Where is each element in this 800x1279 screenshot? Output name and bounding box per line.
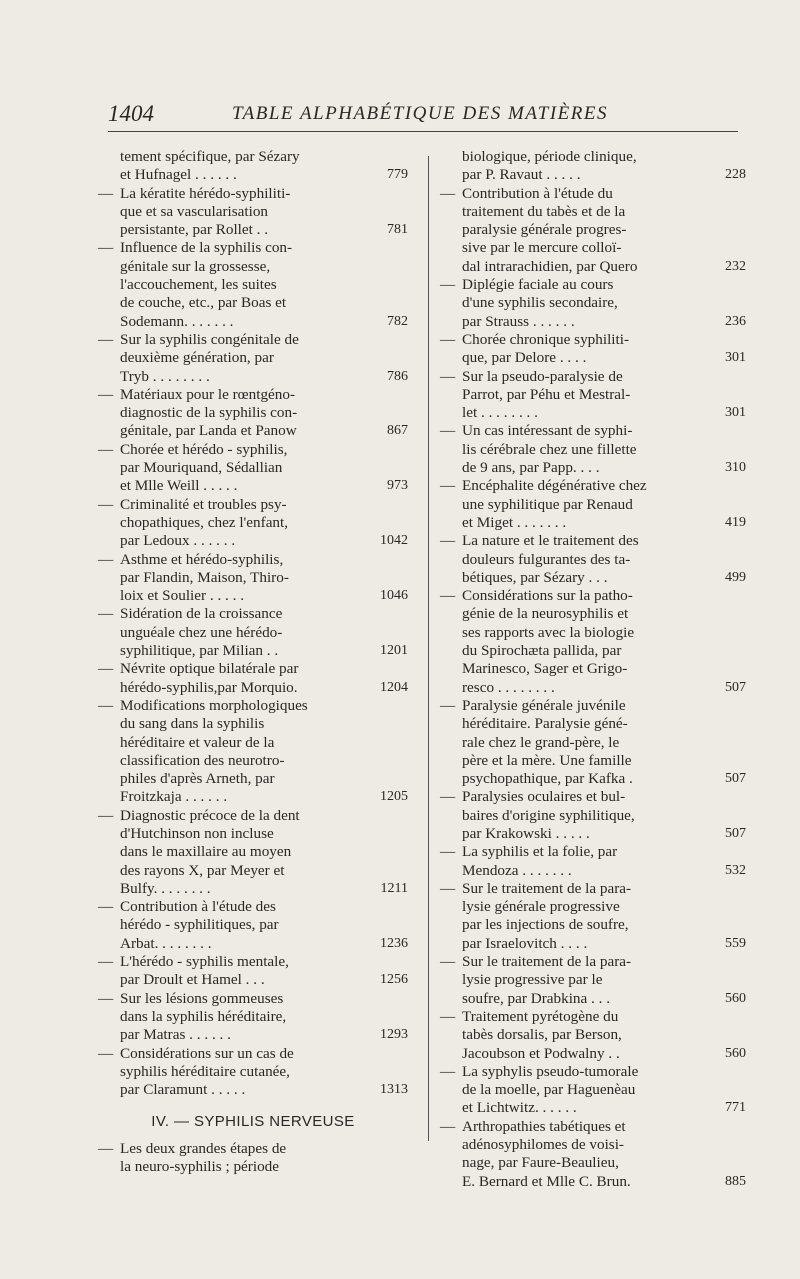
entry-line: baires d'origine syphilitique, xyxy=(462,806,635,824)
entry-line: génitale sur la grossesse, xyxy=(120,257,271,275)
entry-page-number: 782 xyxy=(387,313,408,329)
entry-line: Sidération de la croissance xyxy=(120,605,283,623)
entry-dash: — xyxy=(98,898,114,916)
page-number: 1404 xyxy=(108,101,154,126)
entry-line: Mendoza . . . . . . . xyxy=(462,861,572,879)
entry-line: du sang dans la syphilis xyxy=(120,715,265,733)
index-entry xyxy=(98,386,408,441)
entry-line: Encéphalite dégénérative chez xyxy=(462,477,647,495)
entry-line: que, par Delore . . . . xyxy=(462,349,587,367)
entry-page-number: 1205 xyxy=(380,789,408,805)
entry-line: Marinesco, Sager et Grigo- xyxy=(462,660,628,678)
entry-line: de 9 ans, par Papp. . . . xyxy=(462,459,600,477)
entry-line: La syphylis pseudo-tumorale xyxy=(462,1062,639,1080)
index-entry xyxy=(440,422,746,477)
entry-line: par Ledoux . . . . . . xyxy=(120,532,236,550)
entry-page-number: 419 xyxy=(725,514,746,530)
entry-page-number: 1293 xyxy=(380,1027,408,1043)
index-entry xyxy=(440,276,746,331)
index-entry xyxy=(440,587,746,697)
entry-line: unguéale chez une hérédo- xyxy=(120,623,283,641)
entry-line: par Mouriquand, Sédallian xyxy=(120,459,283,477)
entry-line: biologique, période clinique, xyxy=(462,148,637,165)
entry-line: Sur le traitement de la para- xyxy=(462,879,632,897)
entry-dash: — xyxy=(98,989,114,1007)
entry-line: Contribution à l'étude du xyxy=(462,184,613,202)
index-entry xyxy=(440,1008,746,1063)
entry-page-number: 771 xyxy=(725,1100,746,1116)
entry-dash: — xyxy=(440,1117,456,1135)
left-column xyxy=(98,148,408,1176)
entry-line: Les deux grandes étapes de xyxy=(120,1139,287,1157)
entry-line: douleurs fulgurantes des ta- xyxy=(462,550,631,568)
right-entry-list xyxy=(440,148,746,1191)
entry-line: adénosyphilomes de voisi- xyxy=(462,1136,624,1154)
entry-page-number: 1211 xyxy=(380,880,408,896)
index-entry xyxy=(440,532,746,587)
entry-line: Considérations sur un cas de xyxy=(120,1044,294,1062)
entry-line: Sur le traitement de la para- xyxy=(462,953,632,971)
entry-line: Asthme et hérédo-syphilis, xyxy=(120,550,284,568)
index-entry xyxy=(440,477,746,532)
entry-line: bétiques, par Sézary . . . xyxy=(462,568,608,586)
index-entry xyxy=(440,331,746,368)
index-entry xyxy=(440,880,746,953)
entry-line: d'Hutchinson non incluse xyxy=(120,824,274,842)
entry-line: deuxième génération, par xyxy=(120,349,274,367)
entry-line: Sur la syphilis congénitale de xyxy=(120,330,299,348)
entry-dash: — xyxy=(440,843,456,861)
entry-line: Diagnostic précoce de la dent xyxy=(120,806,300,824)
index-entry xyxy=(98,605,408,660)
entry-line: psychopathique, par Kafka . xyxy=(462,770,633,788)
entry-line: lysie générale progressive xyxy=(462,898,620,916)
entry-line: Jacoubson et Podwalny . . xyxy=(462,1044,620,1062)
entry-line: Chorée chronique syphiliti- xyxy=(462,330,630,348)
entry-dash: — xyxy=(98,330,114,348)
left-entry-list xyxy=(98,148,408,1099)
index-entry xyxy=(440,185,746,276)
entry-dash: — xyxy=(98,806,114,824)
entry-line: Parrot, par Péhu et Mestral- xyxy=(462,385,631,403)
entry-line: par P. Ravaut . . . . . xyxy=(462,166,581,184)
entry-line: héréditaire. Paralysie géné- xyxy=(462,715,628,733)
entry-dash: — xyxy=(440,696,456,714)
entry-line: syphilitique, par Milian . . xyxy=(120,642,279,660)
entry-page-number: 236 xyxy=(725,313,746,329)
entry-page-number: 786 xyxy=(387,368,408,384)
index-entry xyxy=(98,990,408,1045)
entry-dash: — xyxy=(440,422,456,440)
entry-page-number: 507 xyxy=(725,679,746,695)
entry-dash: — xyxy=(440,532,456,550)
entry-dash: — xyxy=(440,276,456,294)
entry-line: let . . . . . . . . xyxy=(462,404,538,422)
entry-line: nage, par Faure-Beaulieu, xyxy=(462,1154,619,1172)
entry-line: Sur la pseudo-paralysie de xyxy=(462,367,623,385)
entry-line: que et sa vascularisation xyxy=(120,202,269,220)
right-column xyxy=(440,148,746,1191)
entry-dash: — xyxy=(440,330,456,348)
entry-dash: — xyxy=(98,605,114,623)
entry-page-number: 559 xyxy=(725,935,746,951)
entry-dash: — xyxy=(98,550,114,568)
index-entry xyxy=(440,368,746,423)
entry-line: E. Bernard et Mlle C. Brun. xyxy=(462,1172,631,1190)
entry-line: ses rapports avec la biologie xyxy=(462,623,635,641)
entry-page-number: 228 xyxy=(725,167,746,183)
entry-line: dal intrarachidien, par Quero xyxy=(462,257,638,275)
entry-line: rale chez le grand-père, le xyxy=(462,733,620,751)
index-entry xyxy=(98,496,408,551)
index-entry xyxy=(98,331,408,386)
entry-page-number: 560 xyxy=(725,1045,746,1061)
entry-page-number: 867 xyxy=(387,423,408,439)
entry-line: La kératite hérédo-syphiliti- xyxy=(120,184,291,202)
entry-page-number: 301 xyxy=(725,405,746,421)
entry-page-number: 232 xyxy=(725,258,746,274)
entry-page-number: 507 xyxy=(725,825,746,841)
entry-line: syphilis héréditaire cutanée, xyxy=(120,1062,290,1080)
entry-page-number: 301 xyxy=(725,350,746,366)
entry-page-number: 973 xyxy=(387,478,408,494)
entry-page-number: 1046 xyxy=(380,588,408,604)
index-entry xyxy=(440,148,746,185)
index-entry xyxy=(440,1118,746,1191)
entry-line: La nature et le traitement des xyxy=(462,532,639,550)
entry-page-number: 532 xyxy=(725,862,746,878)
entry-page-number: 499 xyxy=(725,569,746,585)
entry-line: Tryb . . . . . . . . xyxy=(120,367,210,385)
entry-line: hérédo-syphilis,par Morquio. xyxy=(120,678,298,696)
entry-line: du Spirochæta pallida, par xyxy=(462,642,622,660)
index-entry xyxy=(440,953,746,1008)
entry-dash: — xyxy=(98,1044,114,1062)
index-entry xyxy=(98,1045,408,1100)
entry-page-number: 1313 xyxy=(380,1082,408,1098)
entry-line: et Miget . . . . . . . xyxy=(462,513,567,531)
entry-line: par Droult et Hamel . . . xyxy=(120,971,265,989)
entry-dash: — xyxy=(440,879,456,897)
entry-line: de couche, etc., par Boas et xyxy=(120,294,287,312)
entry-line: Bulfy. . . . . . . . xyxy=(120,879,211,897)
entry-line: Contribution à l'étude des xyxy=(120,898,276,916)
entry-line: de la moelle, par Haguenèau xyxy=(462,1081,636,1099)
entry-line: dans la syphilis héréditaire, xyxy=(120,1007,287,1025)
entry-line: loix et Soulier . . . . . xyxy=(120,587,245,605)
entry-dash: — xyxy=(440,477,456,495)
entry-line: Criminalité et troubles psy- xyxy=(120,495,287,513)
entry-line: Un cas intéressant de syphi- xyxy=(462,422,633,440)
page-header xyxy=(108,101,738,132)
index-entry xyxy=(98,148,408,185)
entry-line: génie de la neurosyphilis et xyxy=(462,605,629,623)
entry-line: dans le maxillaire au moyen xyxy=(120,843,292,861)
entry-line: L'hérédo - syphilis mentale, xyxy=(120,953,289,971)
entry-line: Influence de la syphilis con- xyxy=(120,239,293,257)
left-tail-list xyxy=(98,1140,408,1177)
index-entry xyxy=(98,898,408,953)
entry-dash: — xyxy=(98,385,114,403)
index-entry xyxy=(98,551,408,606)
index-entry xyxy=(440,1063,746,1118)
entry-dash: — xyxy=(440,788,456,806)
entry-page-number: 507 xyxy=(725,771,746,787)
entry-line: et Lichtwitz. . . . . . xyxy=(462,1099,577,1117)
entry-line: génitale, par Landa et Panow xyxy=(120,422,297,440)
entry-dash: — xyxy=(440,1062,456,1080)
entry-line: Paralysie générale juvénile xyxy=(462,696,626,714)
entry-line: et Mlle Weill . . . . . xyxy=(120,477,238,495)
index-entry xyxy=(98,697,408,807)
entry-line: Paralysies oculaires et bul- xyxy=(462,788,626,806)
entry-line: d'une syphilis secondaire, xyxy=(462,294,618,312)
entry-line: Sodemann. . . . . . . xyxy=(120,312,234,330)
entry-line: par Claramunt . . . . . xyxy=(120,1081,246,1099)
column-divider xyxy=(428,156,429,1141)
running-title: TABLE ALPHABÉTIQUE DES MATIÈRES xyxy=(232,103,608,124)
entry-page-number: 1201 xyxy=(380,643,408,659)
entry-line: par Israelovitch . . . . xyxy=(462,934,588,952)
entry-page-number: 1042 xyxy=(380,533,408,549)
entry-line: Traitement pyrétogène du xyxy=(462,1007,619,1025)
index-entry xyxy=(98,185,408,240)
entry-line: classification des neurotro- xyxy=(120,751,285,769)
entry-dash: — xyxy=(98,1139,114,1157)
entry-line: par Flandin, Maison, Thiro- xyxy=(120,568,289,586)
entry-line: et Hufnagel . . . . . . xyxy=(120,166,237,184)
entry-dash: — xyxy=(98,660,114,678)
entry-line: Arthropathies tabétiques et xyxy=(462,1117,626,1135)
entry-line: tabès dorsalis, par Berson, xyxy=(462,1026,622,1044)
entry-line: héréditaire et valeur de la xyxy=(120,733,275,751)
entry-line: Arbat. . . . . . . . xyxy=(120,934,212,952)
entry-line: Diplégie faciale au cours xyxy=(462,276,614,294)
entry-line: La syphilis et la folie, par xyxy=(462,843,618,861)
entry-page-number: 781 xyxy=(387,222,408,238)
entry-line: Névrite optique bilatérale par xyxy=(120,660,299,678)
entry-line: persistante, par Rollet . . xyxy=(120,221,269,239)
entry-line: Chorée et hérédo - syphilis, xyxy=(120,440,288,458)
entry-page-number: 560 xyxy=(725,990,746,1006)
entry-line: hérédo - syphilitiques, par xyxy=(120,916,279,934)
entry-page-number: 1204 xyxy=(380,679,408,695)
entry-dash: — xyxy=(98,239,114,257)
entry-line: une syphilitique par Renaud xyxy=(462,495,633,513)
entry-line: traitement du tabès et de la xyxy=(462,202,626,220)
entry-line: sive par le mercure colloï- xyxy=(462,239,622,257)
entry-line: par Strauss . . . . . . xyxy=(462,312,575,330)
entry-line: resco . . . . . . . . xyxy=(462,678,555,696)
entry-line: lysie progressive par le xyxy=(462,971,603,989)
entry-dash: — xyxy=(98,696,114,714)
entry-page-number: 885 xyxy=(725,1173,746,1189)
entry-line: par les injections de soufre, xyxy=(462,916,629,934)
entry-line: Considérations sur la patho- xyxy=(462,587,633,605)
entry-line: paralysie générale progres- xyxy=(462,221,627,239)
entry-dash: — xyxy=(98,495,114,513)
entry-page-number: 779 xyxy=(387,167,408,183)
entry-line: l'accouchement, les suites xyxy=(120,276,277,294)
entry-dash: — xyxy=(440,1007,456,1025)
entry-dash: — xyxy=(98,184,114,202)
entry-line: Sur les lésions gommeuses xyxy=(120,989,284,1007)
section-title: IV. — SYPHILIS NERVEUSE xyxy=(151,1113,355,1131)
entry-dash: — xyxy=(98,440,114,458)
entry-line: diagnostic de la syphilis con- xyxy=(120,404,298,422)
entry-line: philes d'après Arneth, par xyxy=(120,770,275,788)
entry-line: Froitzkaja . . . . . . xyxy=(120,788,228,806)
entry-page-number: 310 xyxy=(725,460,746,476)
index-entry xyxy=(98,239,408,330)
index-entry xyxy=(98,807,408,898)
entry-dash: — xyxy=(440,587,456,605)
index-entry xyxy=(98,953,408,990)
entry-line: par Matras . . . . . . xyxy=(120,1026,231,1044)
index-entry xyxy=(440,843,746,880)
entry-line: Modifications morphologiques xyxy=(120,696,308,714)
index-entry xyxy=(440,697,746,788)
entry-line: lis cérébrale chez une fillette xyxy=(462,440,637,458)
entry-dash: — xyxy=(440,367,456,385)
entry-dash: — xyxy=(98,953,114,971)
index-entry xyxy=(98,1140,408,1177)
entry-page-number: 1256 xyxy=(380,972,408,988)
index-entry xyxy=(98,660,408,697)
entry-page-number: 1236 xyxy=(380,935,408,951)
entry-dash: — xyxy=(440,184,456,202)
entry-line: par Krakowski . . . . . xyxy=(462,824,590,842)
index-entry xyxy=(440,788,746,843)
entry-line: la neuro-syphilis ; période xyxy=(120,1158,280,1176)
index-entry xyxy=(98,441,408,496)
entry-line: chopathiques, chez l'enfant, xyxy=(120,513,289,531)
entry-line: des rayons X, par Meyer et xyxy=(120,861,285,879)
entry-line: tement spécifique, par Sézary xyxy=(120,148,300,165)
entry-line: Matériaux pour le rœntgéno- xyxy=(120,385,296,403)
entry-dash: — xyxy=(440,953,456,971)
entry-line: père et la mère. Une famille xyxy=(462,751,632,769)
entry-line: soufre, par Drabkina . . . xyxy=(462,989,611,1007)
